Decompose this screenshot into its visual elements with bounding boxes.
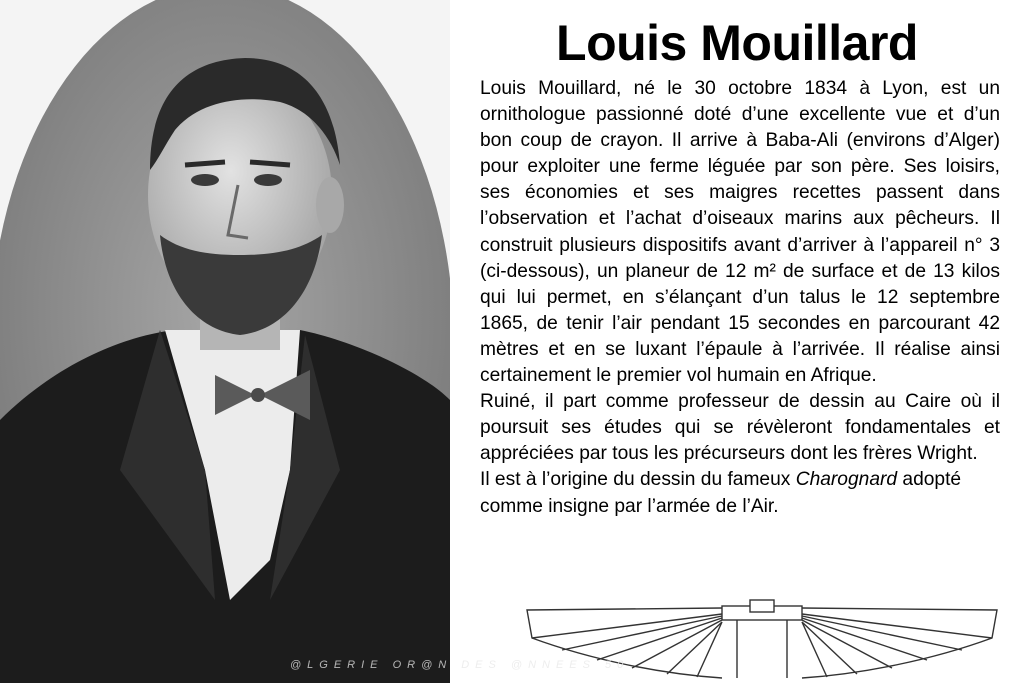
page-title: Louis Mouillard: [556, 15, 918, 71]
paragraph-3-start: Il est à l’origine du dessin du fameux: [480, 469, 796, 491]
paragraph-2: Ruiné, il part comme professeur de dessin au Caire où il poursuit ses études qui se révèleront fondamentales et appréciées par tous les précurseurs dont les frères Wright.: [480, 391, 1000, 465]
charognard-name: Charognard: [795, 469, 898, 491]
biography-text: [480, 76, 1000, 520]
portrait-illustration: [0, 0, 450, 683]
portrait-photo: [0, 0, 450, 683]
paragraph-3-end: adopté comme insigne par l’armée de l’Air.: [480, 469, 962, 517]
watermark: @LGERIE OR@N DES @NNEES 50: [290, 659, 630, 671]
paragraph-3: [480, 467, 1000, 519]
paragraph-1: Louis Mouillard, né le 30 octobre 1834 à Lyon, est un ornithologue passionné doté d’une excellente vue et d’un bon coup de crayon. Il arrive à Baba-Ali (environs d’Alger) pour exploiter une ferme léguée par son père. Ses loisirs, ses économies et ses maigres recettes passent dans l’observation et l’achat d’oiseaux marins aux pêcheurs. Il construit plusieurs dispositifs avant d’arriver à l’appareil n° 3 (ci-dessous), un planeur de 12 m² de surface et de 13 kilos qui lui permet, en s’élançant d’un talus le 12 septembre 1865, de tenir l’air pendant 15 secondes en parcourant 42 mètres et en se luxant l’épaule à l’arrivée. Il réalise ainsi certainement le premier vol humain en Afrique.: [480, 78, 1000, 387]
